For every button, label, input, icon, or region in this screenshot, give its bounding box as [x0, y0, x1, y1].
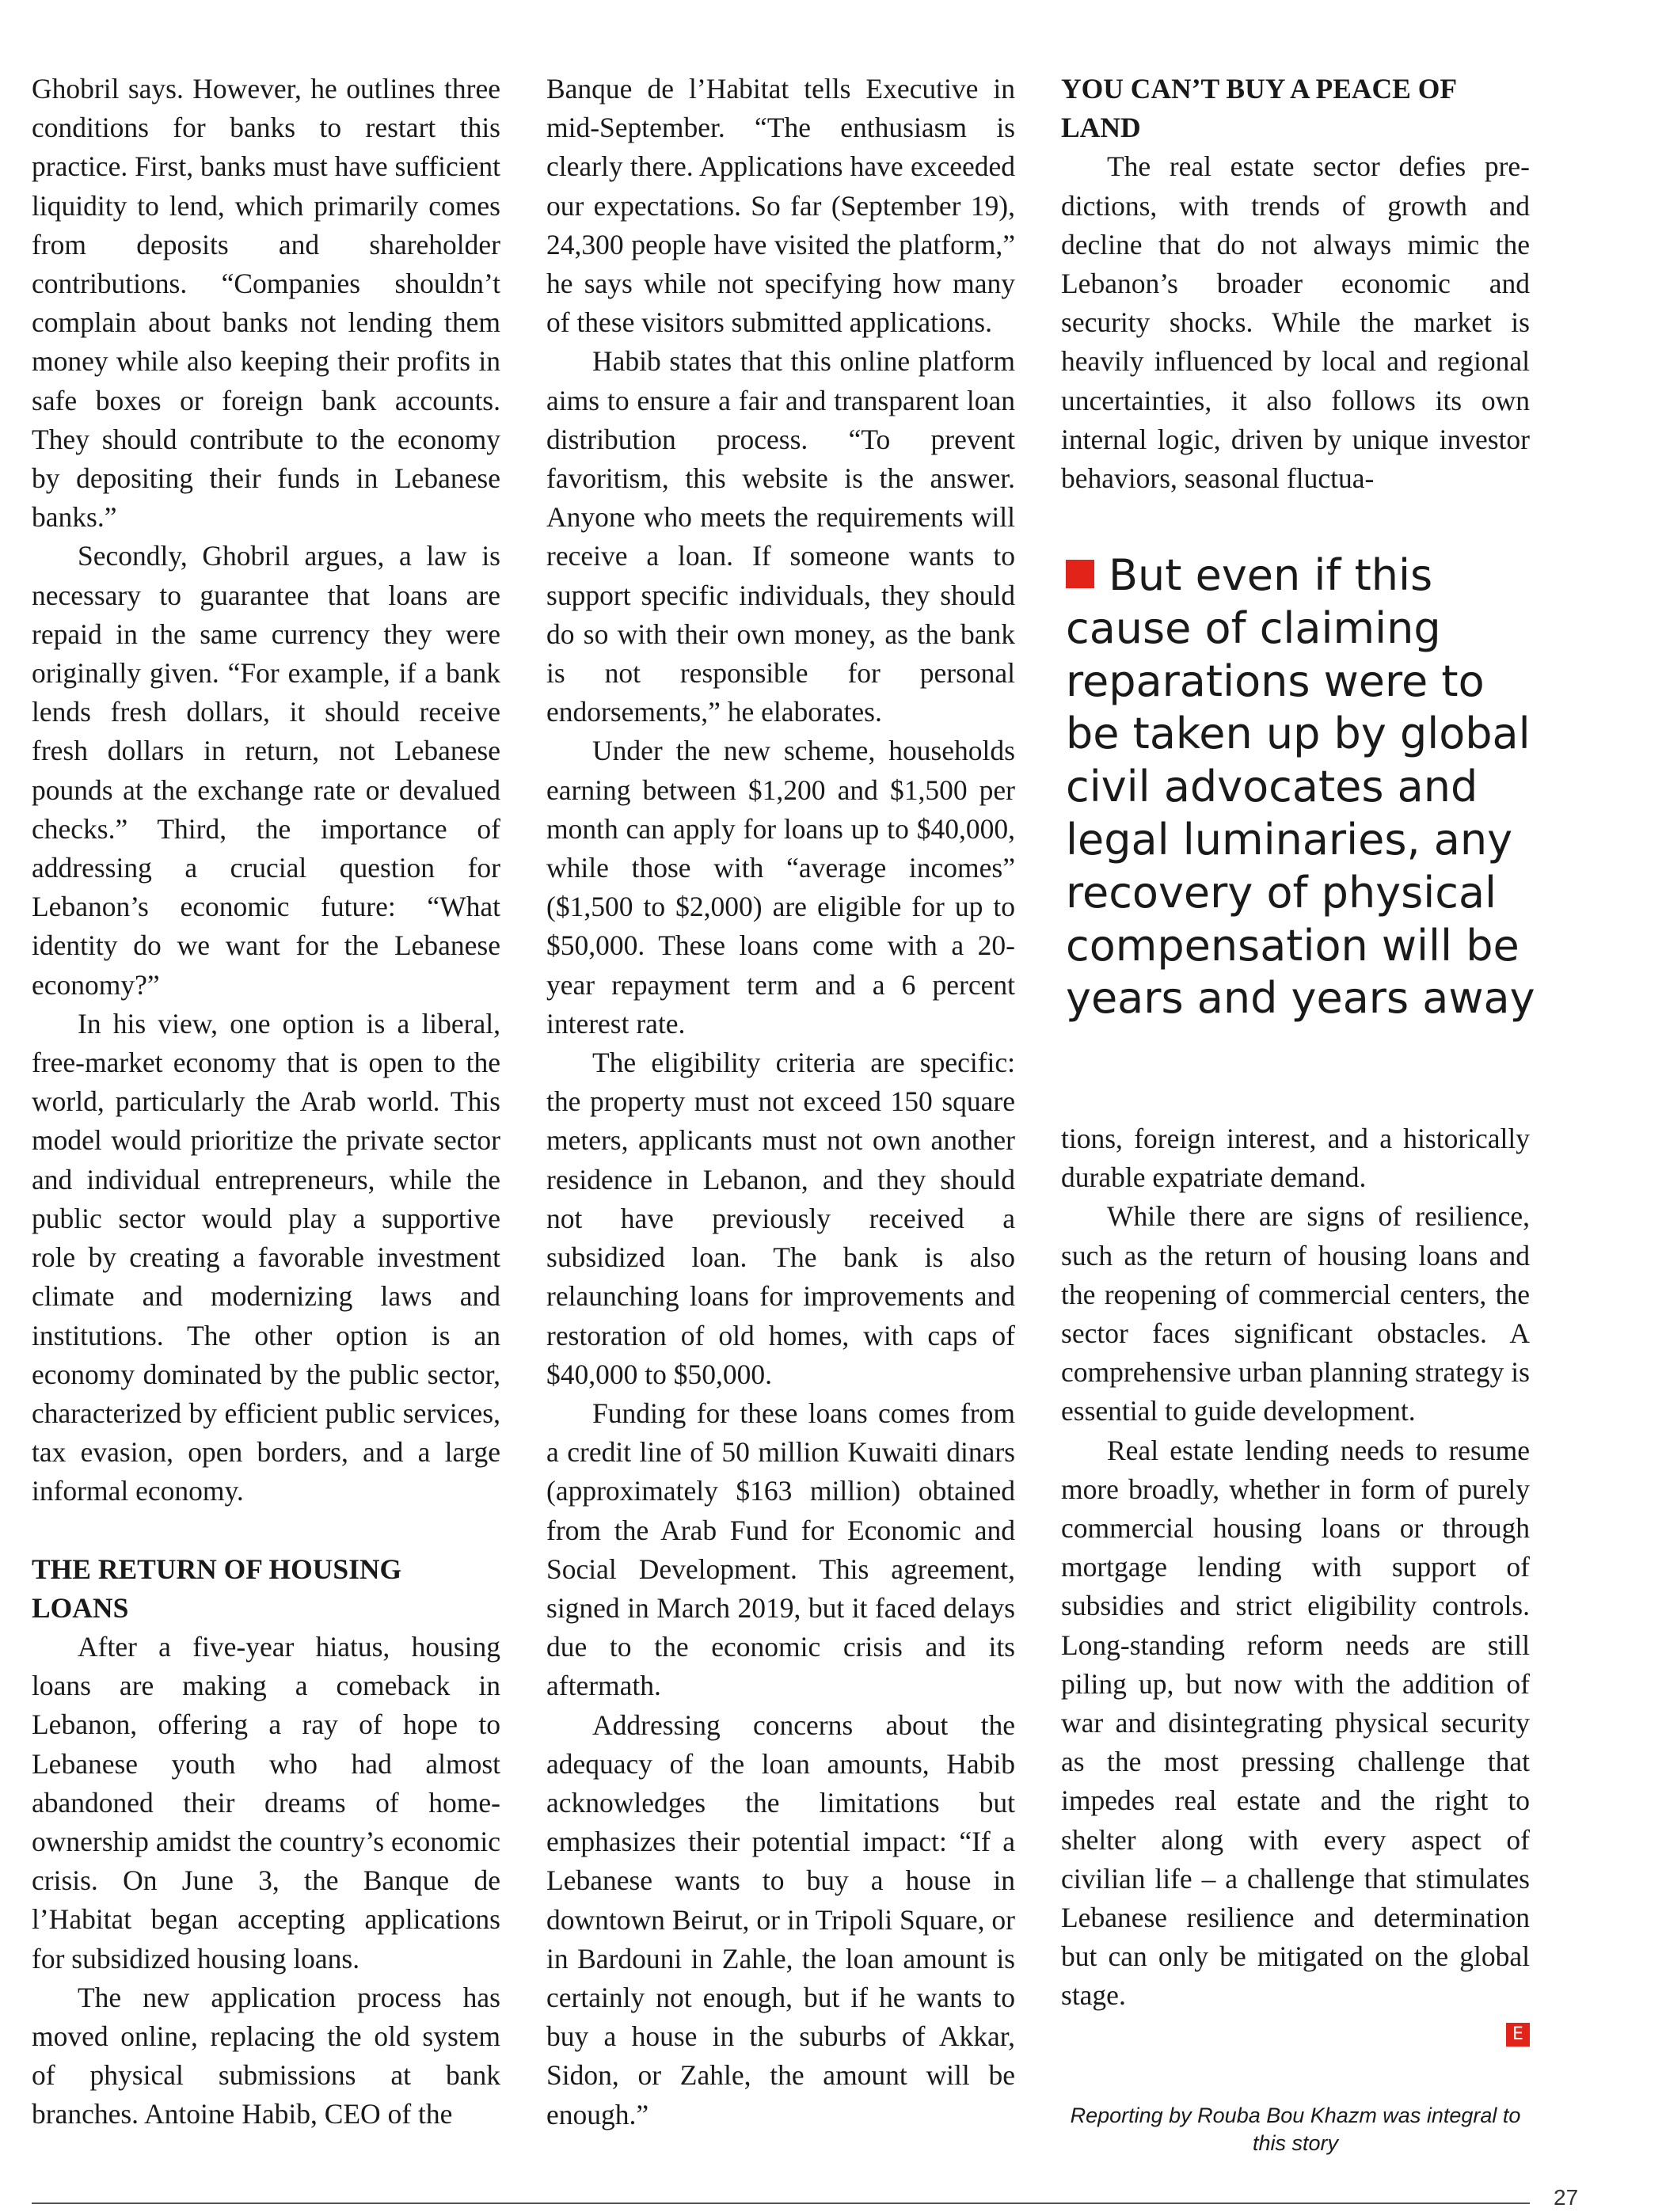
end-of-article-icon: E: [1506, 2023, 1530, 2047]
end-mark-line: [1061, 2016, 1530, 2054]
page-number: 27: [1554, 2185, 1579, 2210]
section-heading-return-of-housing-loans: THE RETURN OF HOUSING LOANS: [32, 1553, 402, 1624]
paragraph: Real estate lending needs to resume more broadly, whether in form of purely commercial housing loans or through mortgage lending with support of subsidies and strict eligibility controls. Long-standing reform needs are still piling up, but now with the addition of war and disintegrating physical security as the most pressing challenge that impedes real estate and the right to shelter along with every aspect of civilian life – a challenge that stimulates Lebanese resilience and determination but can only be mitigated on the global stage.: [1061, 1434, 1530, 2012]
paragraph: Ghobril says. However, he outlines three conditions for banks to restart this practice. First, banks must have sufficient liquidity to lend, which primarily comes from deposits and shareholder contributions. “Companies shouldn’t complain about banks not lending them money while also keeping their profits in safe boxes or foreign bank accounts. They should contribute to the economy by depositing their funds in Lebanese banks.”: [32, 73, 500, 534]
pull-quote-text: But even if this cause of claiming reparations were to be taken up by global civil advocates and legal luminaries, any recovery of physical compensation will be years and years away: [1066, 550, 1535, 1024]
article-column-3-upper: [1061, 70, 1530, 498]
article-column-1: [32, 70, 500, 2134]
article-column-3-lower: [1061, 1119, 1530, 2054]
red-square-icon: [1066, 560, 1094, 588]
paragraph: The real estate sector defies predictions, with trends of growth and decline that do not always mimic the Lebanon’s broader economic and security shocks. While the market is heavily influenced by local and regional uncertainties, it also follows its own internal logic, driven by unique investor behaviors, seasonal fluctua-: [1061, 150, 1530, 495]
paragraph: While there are signs of resilience, such as the return of housing loans and the reopening of commercial centers, the sector faces significant obstacles. A comprehensive urban planning strategy is essential to guide development.: [1061, 1200, 1530, 1427]
paragraph: Funding for these loans comes from a credit line of 50 million Kuwaiti dinars (approximately $163 million) obtained from the Arab Fund for Economic and Social Development. This agreement, signed in March 2019, but it faced delays due to the economic crisis and its aftermath.: [546, 1397, 1015, 1702]
paragraph: Secondly, Ghobril argues, a law is necessary to guarantee that loans are repaid in the same currency they were originally given. “For example, if a bank lends fresh dollars, it should receive fresh dollars in return, not Lebanese pounds at the exchange rate or devalued checks.” Third, the importance of addressing a crucial question for Lebanon’s economic future: “What identity do we want for the Lebanese economy?”: [32, 540, 500, 1001]
reporting-credit: Reporting by Rouba Bou Khazm was integral to this story: [1070, 2104, 1521, 2155]
section-heading-peace-of-land: YOU CAN’T BUY A PEACE OF LAND: [1061, 73, 1456, 144]
paragraph: Habib states that this online platform aims to ensure a fair and transparent loan distribution process. “To prevent favoritism, this website is the answer. Anyone who meets the requirements will receive a loan. If someone wants to support specific individuals, they should do so with their own money, as the bank is not responsible for personal endorsements,” he elaborates.: [546, 345, 1015, 728]
paragraph: The eligibility criteria are specific: the property must not exceed 150 square meters, applicants must not own another residence in Lebanon, and they should not have previously received a subsidized loan. The bank is also relaunching loans for improvements and restoration of old homes, with caps of $40,000 to $50,000.: [546, 1047, 1015, 1390]
paragraph: Addressing concerns about the adequacy of the loan amounts, Habib acknowledges the limitations but emphasizes their potential impact: “If a Lebanese wants to buy a house in downtown Beirut, or in Tripoli Square, or in Bardouni in Zahle, the loan amount is certainly not enough, but if he wants to buy a house in the suburbs of Akkar, Sidon, or Zahle, the amount will be enough.”: [546, 1708, 1015, 2130]
paragraph: tions, foreign interest, and a historically durable expatriate demand.: [1061, 1123, 1530, 1194]
pull-quote: [1066, 549, 1541, 1025]
paragraph: Banque de l’Habitat tells Executive in mid-September. “The enthusiasm is clearly there. Applications have exceeded our expectations. So far (September 19), 24,300 people have visited the platform,” he says while not specifying how many of these visitors submitted applications.: [546, 73, 1015, 339]
paragraph: In his view, one option is a liberal, free-market economy that is open to the world, particularly the Arab world. This model would prioritize the private sector and individual entrepreneurs, while the public sector would play a supportive role by creating a favorable investment climate and modernizing laws and institutions. The other option is an economy dominated by the public sector, characterized by efficient public services, tax evasion, open borders, and a large informal economy.: [32, 1007, 500, 1507]
paragraph: After a five-year hiatus, housing loans are making a comeback in Lebanon, offering a ray of hope to Lebanese youth who had almost abandoned their dreams of homeownership amidst the country’s economic crisis. On June 3, the Banque de l’Habitat began accepting applications for subsidized housing loans.: [32, 1630, 500, 1974]
paragraph: Under the new scheme, households earning between $1,200 and $1,500 per month can apply for loans up to $40,000, while those with “average incomes” ($1,500 to $2,000) are eligible for up to $50,000. These loans come with a 20-year repayment term and a 6 percent interest rate.: [546, 735, 1015, 1039]
article-column-2: [546, 70, 1015, 2134]
footer-divider: [32, 2202, 1530, 2204]
paragraph: The new application process has moved online, replacing the old system of physical submissions at bank branches. Antoine Habib, CEO of the: [32, 1981, 500, 2130]
